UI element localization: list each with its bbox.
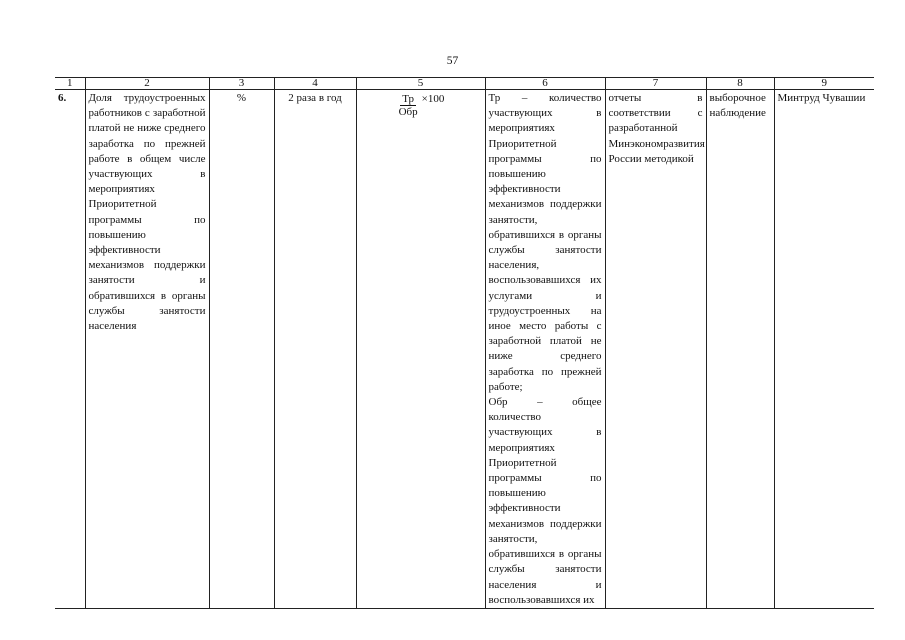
source-cell: отчеты в соответствии с разработанной Минэкономразвития России методикой — [605, 90, 706, 609]
column-header-1: 1 — [55, 78, 85, 90]
column-header-7: 7 — [605, 78, 706, 90]
indicator-name: Доля трудоустроенных работников с заработной платой не ниже среднего заработка по прежней работе в общем числе участвующих в мероприятиях Приоритетной программы по повышению эффективности механизмов поддержки занятости и обратившихся в органы службы занятости населения — [85, 90, 209, 609]
formula-numerator: Тр — [402, 93, 415, 105]
table-row — [55, 90, 874, 609]
formula-fraction — [397, 93, 420, 118]
definition-tr: Тр – количество участвующих в мероприятиях Приоритетной программы по повышению эффективности механизмов поддержки занятости, обратившихся в органы службы занятости населения, воспользовавшихся их услугами и трудоустроенных на иное место работы с заработной платой не ниже среднего заработка по прежней работе; — [488, 92, 602, 393]
method-cell: выборочное наблюдение — [706, 90, 774, 609]
column-header-6: 6 — [485, 78, 605, 90]
column-header-2: 2 — [85, 78, 209, 90]
definition-cell — [485, 90, 605, 609]
row-number: 6. — [55, 90, 85, 609]
responsible-cell: Минтруд Чувашии — [774, 90, 874, 609]
unit-cell: % — [209, 90, 274, 609]
formula-multiplier: ×100 — [421, 92, 445, 105]
formula-cell — [356, 90, 485, 609]
formula-denominator: Обр — [398, 106, 418, 118]
column-header-5: 5 — [356, 78, 485, 90]
column-header-8: 8 — [706, 78, 774, 90]
indicator-table — [55, 77, 874, 609]
frequency-cell: 2 раза в год — [274, 90, 356, 609]
formula — [360, 91, 482, 118]
column-header-9: 9 — [774, 78, 874, 90]
column-header-3: 3 — [209, 78, 274, 90]
header-row — [55, 78, 874, 90]
definition-obr: Обр – общее количество участвующих в мероприятиях Приоритетной программы по повышению эффективности механизмов поддержки занятости, обратившихся в органы службы занятости населения и воспользовавшихся их — [488, 396, 602, 606]
page-number: 57 — [446, 55, 459, 67]
column-header-4: 4 — [274, 78, 356, 90]
